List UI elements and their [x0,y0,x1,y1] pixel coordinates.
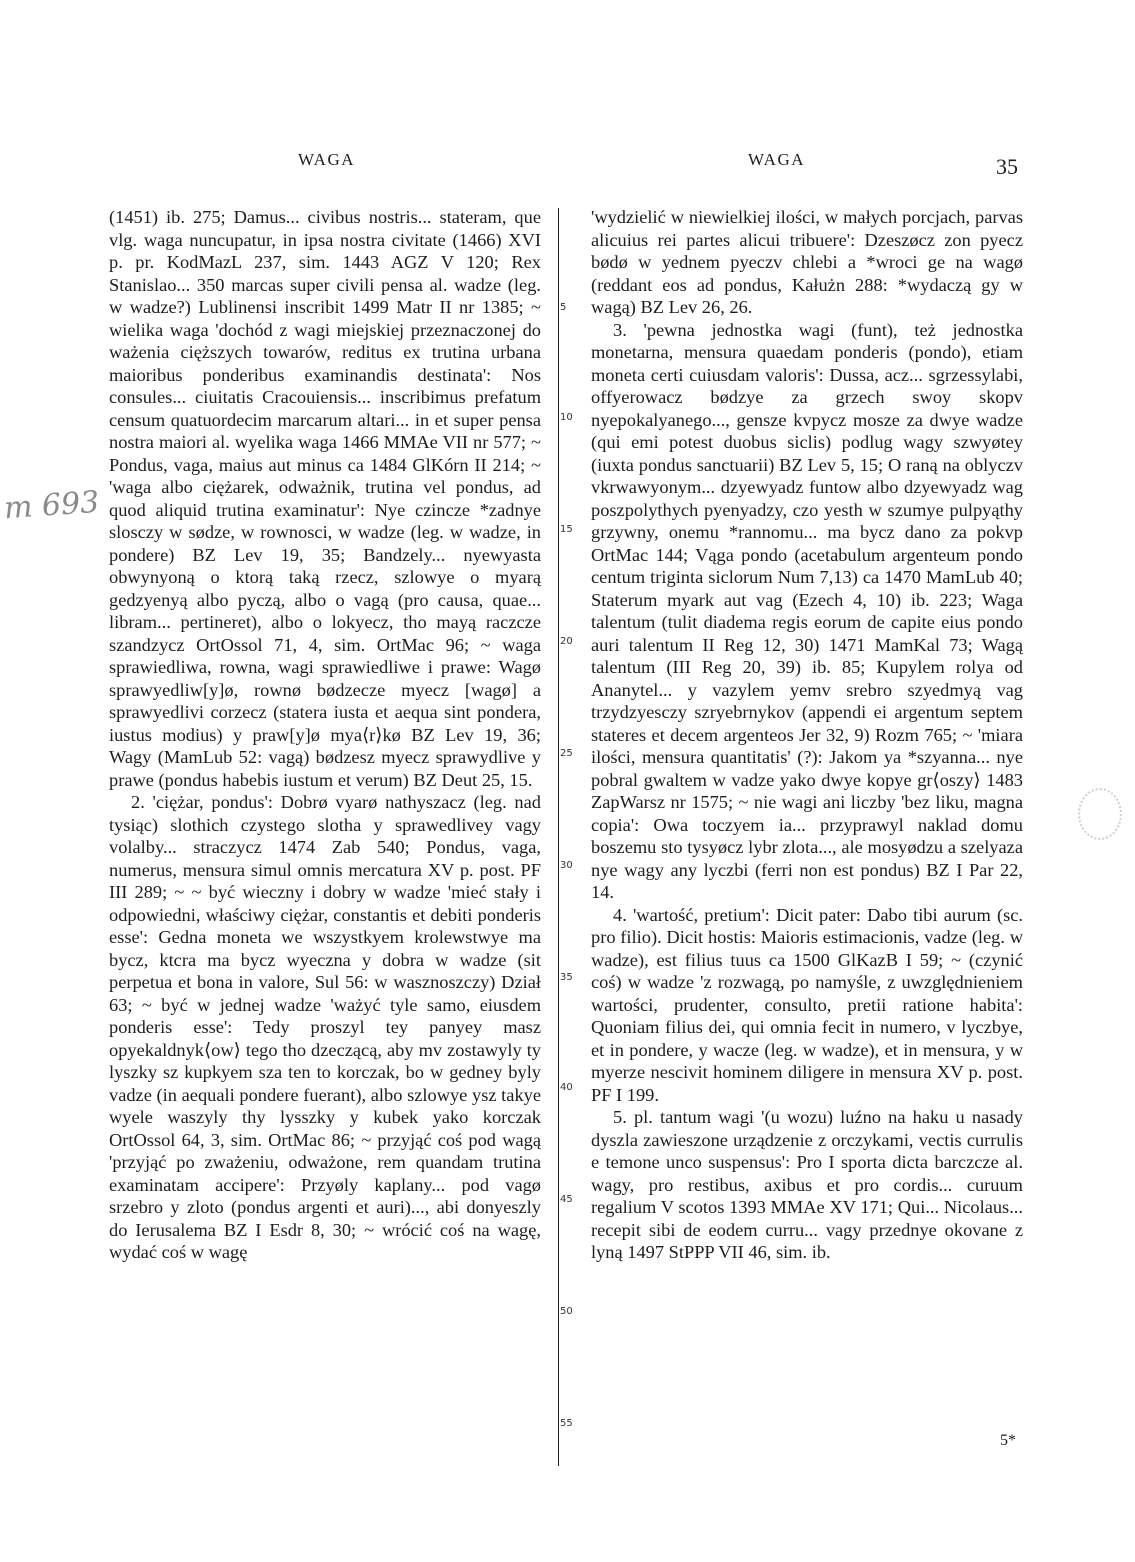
line-number: 15 [560,524,573,535]
left-running-header: WAGA [298,150,355,169]
line-number: 50 [560,1306,573,1317]
handwritten-margin-note: m 693 [2,484,101,527]
line-number-gutter [560,206,584,1466]
line-number: 35 [560,972,573,983]
left-text-column [109,206,541,1264]
right-running-header: WAGA [748,150,805,169]
line-number: 5 [560,302,567,313]
entry-sense-4: 4. 'wartość, pretium': Dicit pater: Dabo tibi aurum (sc. pro filio). Dicit hostis: Maioris estimacionis, vadze (leg. w wadze), est filius tuus ca 1500 GlKazB I 59; ~ (czynić coś) w wadze 'z rozwagą, po namyśle, z uwzględnieniem wartości, prudenter, consulto, pretii ratione habita': Quoniam filius dei, qui omnia fecit in numero, v lyczbye, et in pondere, y wacze (leg. w wadze), et in mensura, y w myerze nescivit hominem diligere in mensura XV p. post. PF I 199. [591,904,1023,1105]
entry-sense-3: 3. 'pewna jednostka wagi (funt), też jednostka monetarna, mensura quaedam ponderis (pondo), etiam moneta certi cuiusdam valoris': Dussa, acz... sgrzessylabi, offyerowacz bødzye za grzech swoy skopv nyepokalyanego..., gensze kvpycz mosze za dwye wadze (qui emi potest duobus siclis) podlug wagy szwyøtey (iuxta pondus sanctuarii) BZ Lev 5, 15; O raną na oblyczv vkrwawyonym... dzyewyadz funtow albo dzyewyadz wag poszpolythych pyenyadzy, czo yesth w szumye pulpyąthy grzywny, onemu *rannomu... ma bycz dano za pokvp OrtMac 144; Vąga pondo (acetabulum argenteum pondo centum triginta siclorum Num 7,13) ca 1470 MamLub 40; Staterum myark aut vag (Ezech 4, 10) ib. 223; Waga talentum (tulit diadema regis eorum de capite eius pondo auri talentum II Reg 12, 30) 1471 MamKal 73; Wagą talentum (III Reg 20, 39) ib. 85; Kupylem rolya od Ananytel... y vazylem yemv srebro szyedmyą vag trzydzyesczy szryebrnykov (appendi ei argentum septem stateres et decem argenteos Jer 32, 9) Rozm 765; ~ 'miara ilości, mensura quantitatis' (?): Jakom ya *szyanna... nye pobral gwaltem w vadze yako dwye kopye gr⟨oszy⟩ 1483 ZapWarsz nr 1575; ~ nie wagi ani liczby 'bez liku, magna copia': Owa toczyem ia... przyprawyl naklad domu boszemu sto tysyøcz lybr zlota..., ale mosyødzu a szelyaza nye wagy any lyczbi (ferri non est pondus) BZ I Par 22, 14. [591,319,1023,902]
line-number: 45 [560,1194,573,1205]
line-number: 55 [560,1418,573,1429]
column-divider [558,208,559,1466]
line-number: 40 [560,1082,573,1093]
paper-stain [1078,788,1122,840]
line-number: 20 [560,636,573,647]
entry-sense-2: 2. 'ciężar, pondus': Dobrø vyarø nathyszacz (leg. nad tysiąc) slothich czystego slotha y sprawedlivey vagy volalby... straczycz 1474 Zab 540; Pondus, vaga, numerus, mensura simul omnis mercatura XV p. post. PF III 289; ~ ~ być wieczny i dobry w wadze 'mieć stały i odpowiedni, właściwy ciężar, constantis et debiti ponderis esse': Gedna moneta we wszystkyem krolewstwye ma bycz, ktcra ma bycz wyeczna y dobra w wadze (sit perpetua et bona in valore, Sul 56: w wasznoszczy) Dział 63; ~ być w jednej wadze 'ważyć tyle samo, eiusdem ponderis esse': Tedy proszyl tey panyey masz opyekaldnyk⟨ow⟩ tego tho dzeczącą, aby mv zostawyly ty lyszky sz kupkyem sza ten to korczak, bo w gedney byly vadze (in aequali pondere fuerant), albo szlowye ysz takye wyele waszyly thy lysszky y kubek yako korczak OrtOssol 64, 3, sim. OrtMac 86; ~ przyjąć coś pod wagą 'przyjąć po zważeniu, odważone, rem quandam trutina examinatam accipere': Przyøly kaplany... pod vagø srzebro y zloto (pondus argenti et auri)..., abi donyeszly do Ierusalema BZ I Esdr 8, 30; ~ wrócić coś na wagę, wydać coś w wagę [109,792,541,1262]
line-number: 30 [560,860,573,871]
entry-continuation: 'wydzielić w niewielkiej ilości, w małych porcjach, parvas alicuius rei partes alicui tribuere': Dzeszøcz zon pyecz bødø w yednem pyeczv chlebi a *wroci ge na wagø (reddant eos ad pondus, Kałużn 288: *wydaczą gy w wagą) BZ Lev 26, 26. [591,207,1023,317]
entry-paragraph-1: (1451) ib. 275; Damus... civibus nostris... stateram, que vlg. waga nuncupatur, in ipsa nostra civitate (1466) XVI p. pr. KodMazL 237, sim. 1443 AGZ V 120; Rex Stanislao... 350 marcas super civili pensa al. wadze (leg. w wadze?) Lublinensi inscribit 1499 Matr II nr 1385; ~ wielika waga 'dochód z wagi miejskiej przeznaczonej do ważenia cięższych towarów, reditus ex trutina urbana maioribus ponderibus examinandis destinata': Nos consules... ciuitatis Cracouiensis... inscribimus prefatum censum quatuordecim marcarum altari... in et super pensa nostra maiori al. wyelika waga 1466 MMAe VII nr 577; ~ Pondus, vaga, maius aut minus ca 1484 GlKórn II 214; ~ 'waga albo ciężarek, odważnik, trutina vel pondus, ad quod aliquid trutina examinatur': Nye czincze *zadnye slosczy w sødze, w rownosci, w wadze (leg. w wadze, in pondere) BZ Lev 19, 35; Bandzely... nyewyasta obwynyoną o ktorą taką rzecz, szlowye o myarą gedzyenyą albo pyczą, albo o vagą (pro causa, quae... libram... pertineret), albo o lokyecz, tho mayą raczcze szandzycz OrtOssol 71, 4, sim. OrtMac 96; ~ waga sprawiedliwa, rowna, wagi sprawiedliwe i prawe: Wagø sprawyedliw[y]ø, rownø bødzecze myecz [wagø] a sprawyedlivi corzecz (statera iusta et aequa sint pondera, iustus modius) y praw[y]ø mya⟨r⟩kø BZ Lev 19, 36; Wagy (MamLub 52: vagą) bødzesz myecz sprawydlive y prawe (pondus habebis iustum et verum) BZ Deut 25, 15. [109,207,541,790]
page-number: 35 [996,154,1018,179]
sheet-signature: 5* [1000,1432,1016,1449]
right-text-column [591,206,1023,1264]
line-number: 25 [560,748,573,759]
entry-sense-5: 5. pl. tantum wagi '(u wozu) luźno na haku u nasady dyszla zawieszone urządzenie z orczykami, vectis currulis e temone unco suspensus': Pro I sporta dicta barczcze al. wagy, pro restibus, axibus et pro cordis... curuum regalium V scotos 1393 MMAe XV 171; Qui... Nicolaus... recepit sibi de eodem curru... vagy przednye okovane z lyną 1497 StPPP VII 46, sim. ib. [591,1107,1023,1262]
line-number: 10 [560,412,573,423]
